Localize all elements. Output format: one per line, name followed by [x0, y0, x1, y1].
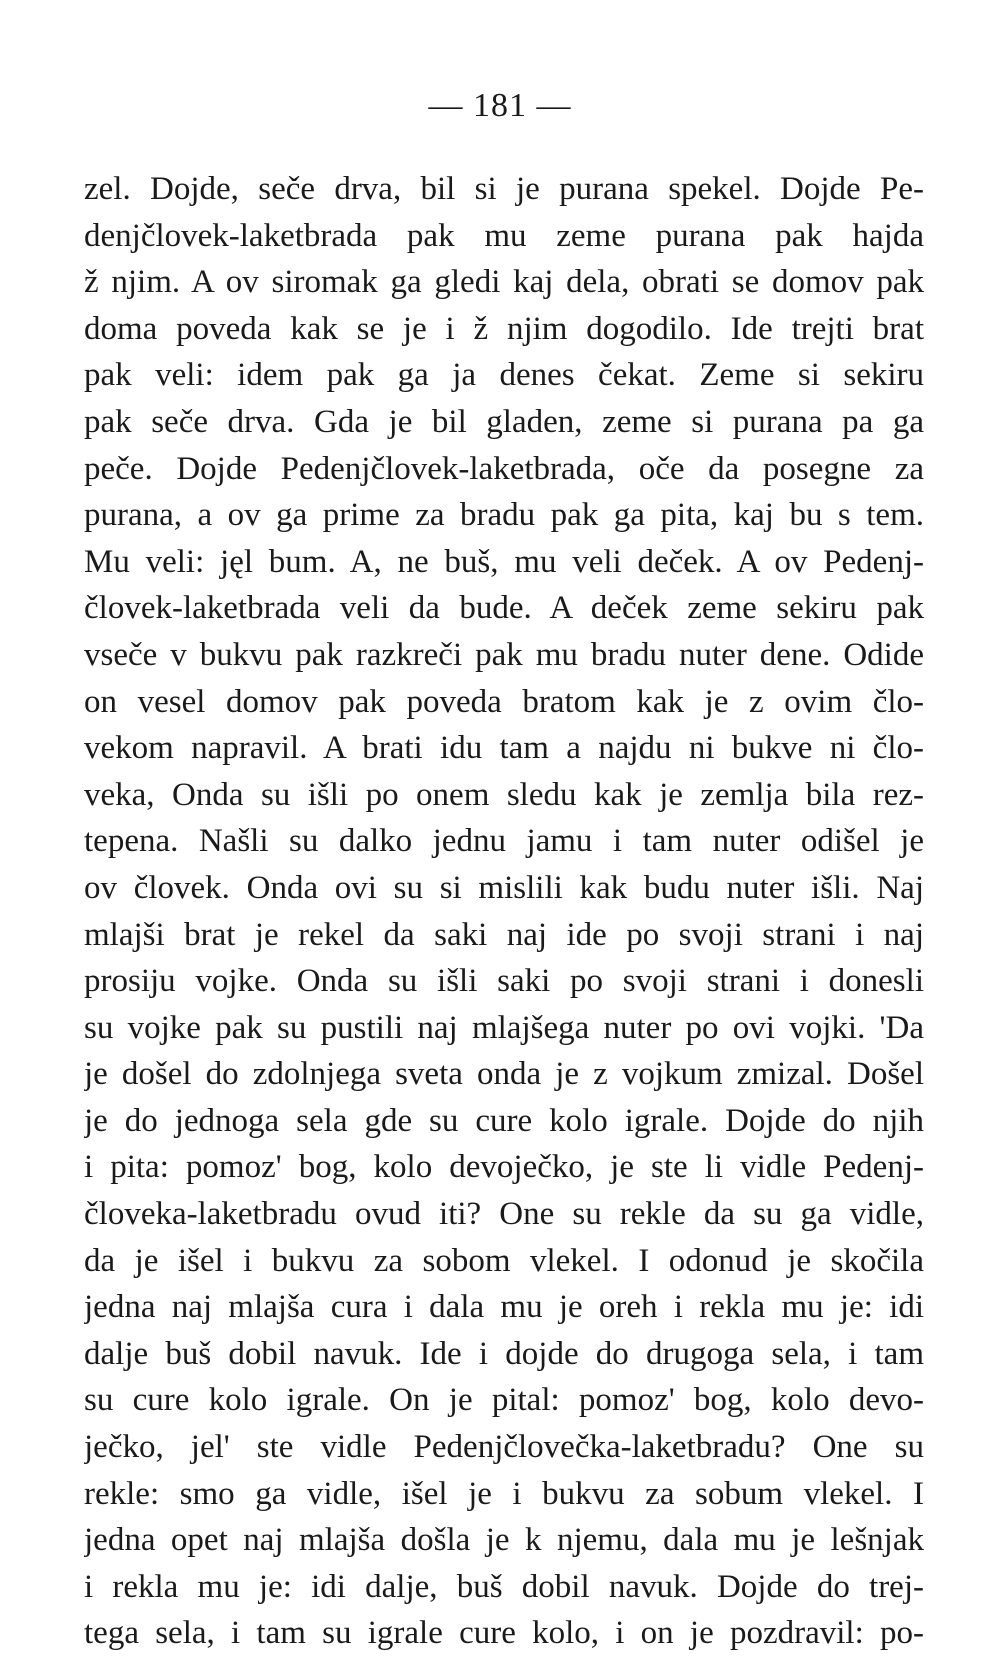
- text-line: purana, a ov ga prime za bradu pak ga pita, kaj bu s tem.: [84, 497, 924, 534]
- text-line: je došel do zdolnjega sveta onda je z vojkum zmizal. Došel: [84, 1056, 924, 1093]
- text-line: tega sela, i tam su igrale cure kolo, i on je pozdravil: po-: [84, 1615, 924, 1652]
- text-line: peče. Dojde Pedenjčlovek-laketbrada, oče da posegne za: [84, 450, 924, 487]
- text-line: jedna opet naj mlajša došla je k njemu, dala mu je lešnjak: [84, 1522, 924, 1559]
- text-line: i rekla mu je: idi dalje, buš dobil navuk. Dojde do trej-: [84, 1568, 924, 1605]
- text-line: pak veli: idem pak ga ja denes čekat. Zeme si sekiru: [84, 357, 924, 394]
- text-line: človek-laketbrada veli da bude. A deček zeme sekiru pak: [84, 590, 924, 627]
- text-line: rekle: smo ga vidle, išel je i bukvu za sobum vlekel. I: [84, 1475, 924, 1512]
- text-line: i pita: pomoz' bog, kolo devoječko, je ste li vidle Pedenj-: [84, 1149, 924, 1186]
- text-line: je do jednoga sela gde su cure kolo igrale. Dojde do njih: [84, 1102, 924, 1139]
- text-line: prosiju vojke. Onda su išli saki po svoji strani i donesli: [84, 963, 924, 1000]
- text-line: dalje buš dobil navuk. Ide i dojde do drugoga sela, i tam: [84, 1335, 924, 1372]
- text-line: jedna naj mlajša cura i dala mu je oreh i rekla mu je: idi: [84, 1289, 924, 1326]
- text-line: Mu veli: jęl bum. A, ne buš, mu veli deček. A ov Pedenj-: [84, 543, 924, 580]
- text-line: človeka-laketbradu ovud iti? One su rekle da su ga vidle,: [84, 1196, 924, 1233]
- text-line: doma poveda kak se je i ž njim dogodilo. Ide trejti brat: [84, 310, 924, 347]
- text-line: zel. Dojde, seče drva, bil si je purana spekel. Dojde Pe-: [84, 171, 924, 207]
- body-text: [84, 166, 924, 1657]
- text-line: on vesel domov pak poveda bratom kak je z ovim člo-: [84, 683, 924, 720]
- text-line: ov človek. Onda ovi su si mislili kak budu nuter išli. Naj: [84, 869, 924, 906]
- text-line: pak seče drva. Gda je bil gladen, zeme si purana pa ga: [84, 403, 924, 440]
- text-line: ječko, jel' ste vidle Pedenjčlovečka-laketbradu? One su: [84, 1429, 924, 1466]
- text-line: vekom napravil. A brati idu tam a najdu ni bukve ni člo-: [84, 730, 924, 767]
- text-line: da je išel i bukvu za sobom vlekel. I odonud je skočila: [84, 1242, 924, 1279]
- text-line: denjčlovek-laketbrada pak mu zeme purana pak hajda: [84, 217, 924, 254]
- text-line: veka, Onda su išli po onem sledu kak je zemlja bila rez-: [84, 776, 924, 813]
- text-line: tepena. Našli su dalko jednu jamu i tam nuter odišel je: [84, 823, 924, 860]
- text-line: su cure kolo igrale. On je pital: pomoz' bog, kolo devo-: [84, 1382, 924, 1419]
- text-line: ž njim. A ov siromak ga gledi kaj dela, obrati se domov pak: [84, 264, 924, 301]
- text-line: su vojke pak su pustili naj mlajšega nuter po ovi vojki. 'Da: [84, 1009, 924, 1046]
- text-line: mlajši brat je rekel da saki naj ide po svoji strani i naj: [84, 916, 924, 953]
- text-line: vseče v bukvu pak razkreči pak mu bradu nuter dene. Odide: [84, 636, 924, 673]
- page-number: — 181 —: [428, 87, 572, 124]
